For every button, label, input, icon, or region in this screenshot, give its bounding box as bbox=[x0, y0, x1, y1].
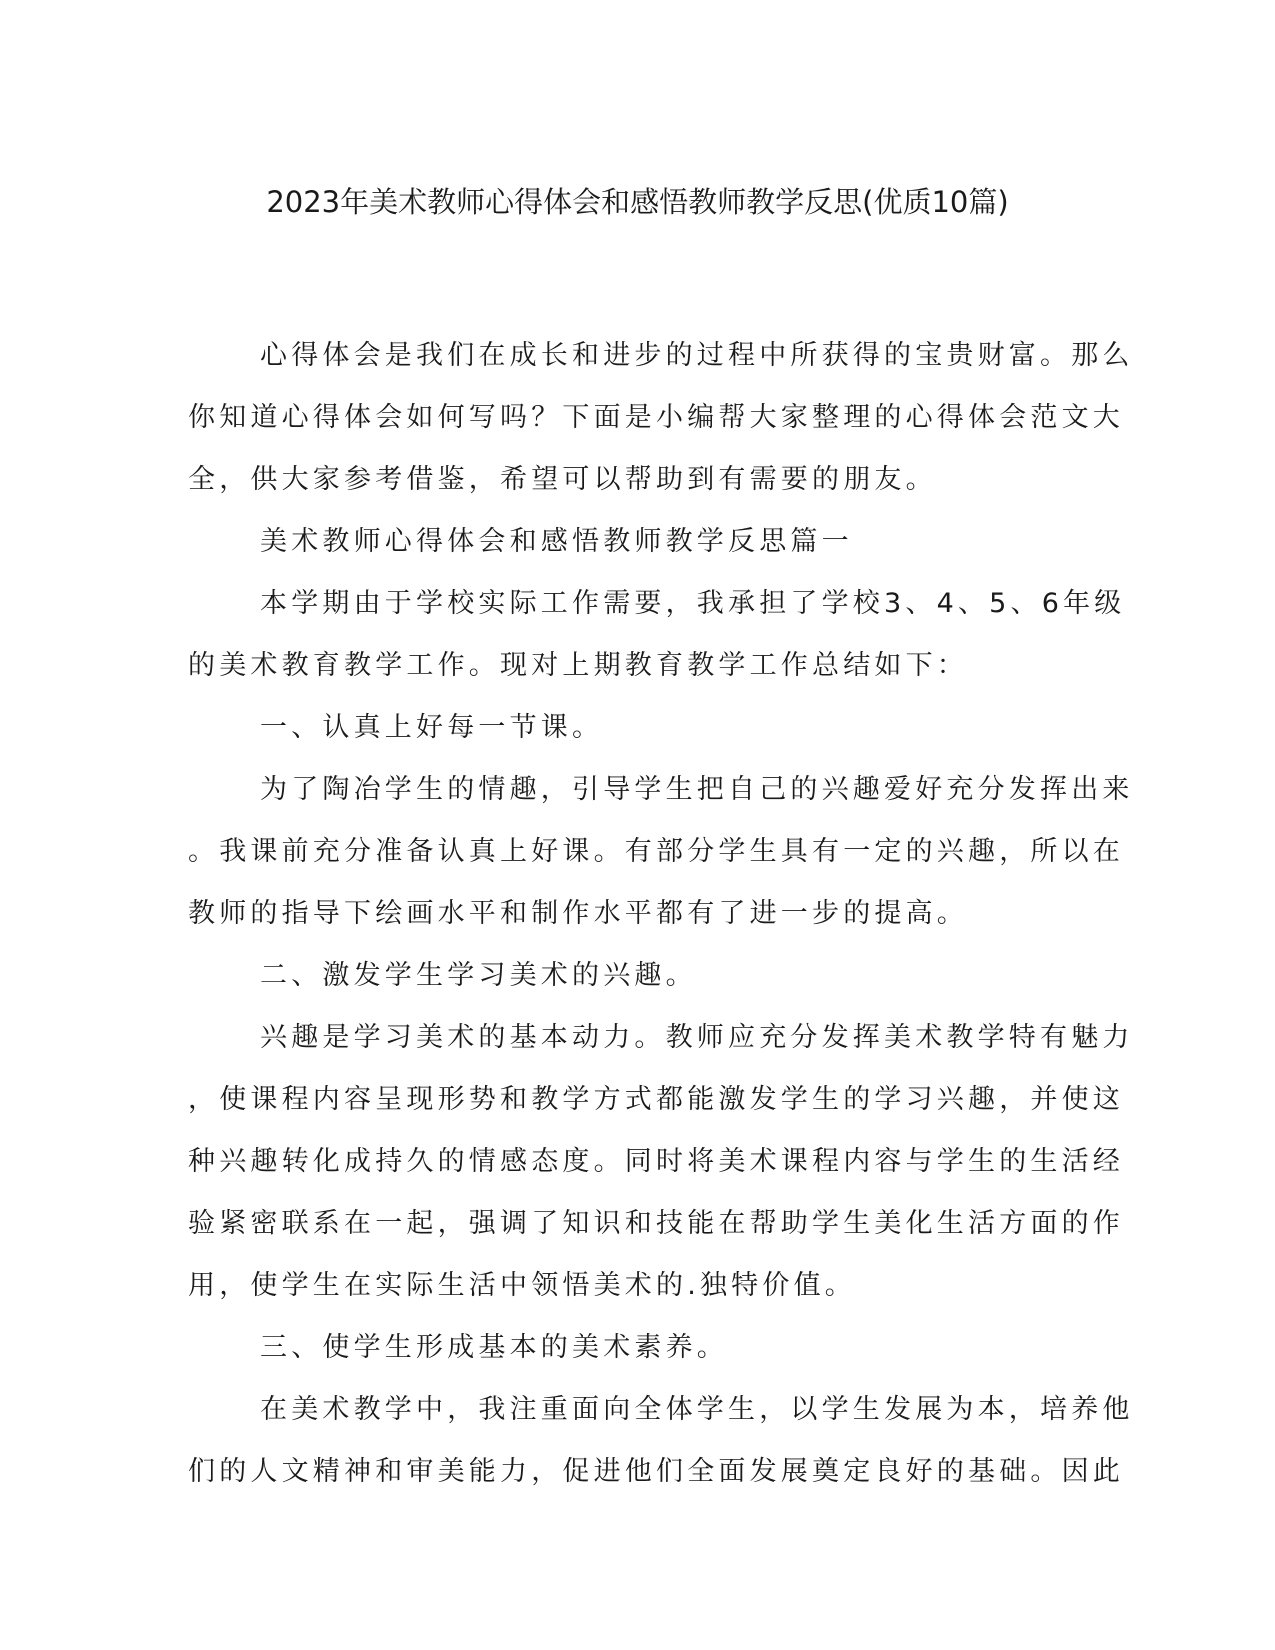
document-title: 2023年美术教师心得体会和感悟教师教学反思(优质10篇) bbox=[266, 185, 1009, 219]
text-line: 。我课前充分准备认真上好课。有部分学生具有一定的兴趣，所以在 bbox=[188, 836, 1124, 867]
text-line: 兴趣是学习美术的基本动力。教师应充分发挥美术教学特有魅力 bbox=[260, 1022, 1134, 1053]
text-line: 心得体会是我们在成长和进步的过程中所获得的宝贵财富。那么 bbox=[260, 340, 1134, 371]
text-line: 你知道心得体会如何写吗？下面是小编帮大家整理的心得体会范文大 bbox=[188, 402, 1124, 433]
text-line: 们的人文精神和审美能力，促进他们全面发展奠定良好的基础。因此 bbox=[188, 1456, 1124, 1487]
text-line: 为了陶冶学生的情趣，引导学生把自己的兴趣爱好充分发挥出来 bbox=[260, 774, 1134, 805]
text-line: 在美术教学中，我注重面向全体学生，以学生发展为本，培养他 bbox=[260, 1394, 1134, 1425]
text-line: 本学期由于学校实际工作需要，我承担了学校3、4、5、6年级 bbox=[260, 588, 1126, 619]
text-line: 二、激发学生学习美术的兴趣。 bbox=[260, 960, 697, 991]
document-body bbox=[188, 325, 1134, 1503]
text-line: 全，供大家参考借鉴，希望可以帮助到有需要的朋友。 bbox=[188, 464, 937, 495]
text-line: ，使课程内容呈现形势和教学方式都能激发学生的学习兴趣，并使这 bbox=[188, 1084, 1124, 1115]
text-line: 教师的指导下绘画水平和制作水平都有了进一步的提高。 bbox=[188, 898, 968, 929]
text-line: 一、认真上好每一节课。 bbox=[260, 712, 604, 743]
text-line: 三、使学生形成基本的美术素养。 bbox=[260, 1332, 728, 1363]
text-line: 验紧密联系在一起，强调了知识和技能在帮助学生美化生活方面的作 bbox=[188, 1208, 1124, 1239]
text-line: 的美术教育教学工作。现对上期教育教学工作总结如下： bbox=[188, 650, 968, 681]
text-line: 种兴趣转化成持久的情感态度。同时将美术课程内容与学生的生活经 bbox=[188, 1146, 1124, 1177]
text-line: 美术教师心得体会和感悟教师教学反思篇一 bbox=[260, 526, 853, 557]
text-line: 用，使学生在实际生活中领悟美术的.独特价值。 bbox=[188, 1270, 856, 1301]
